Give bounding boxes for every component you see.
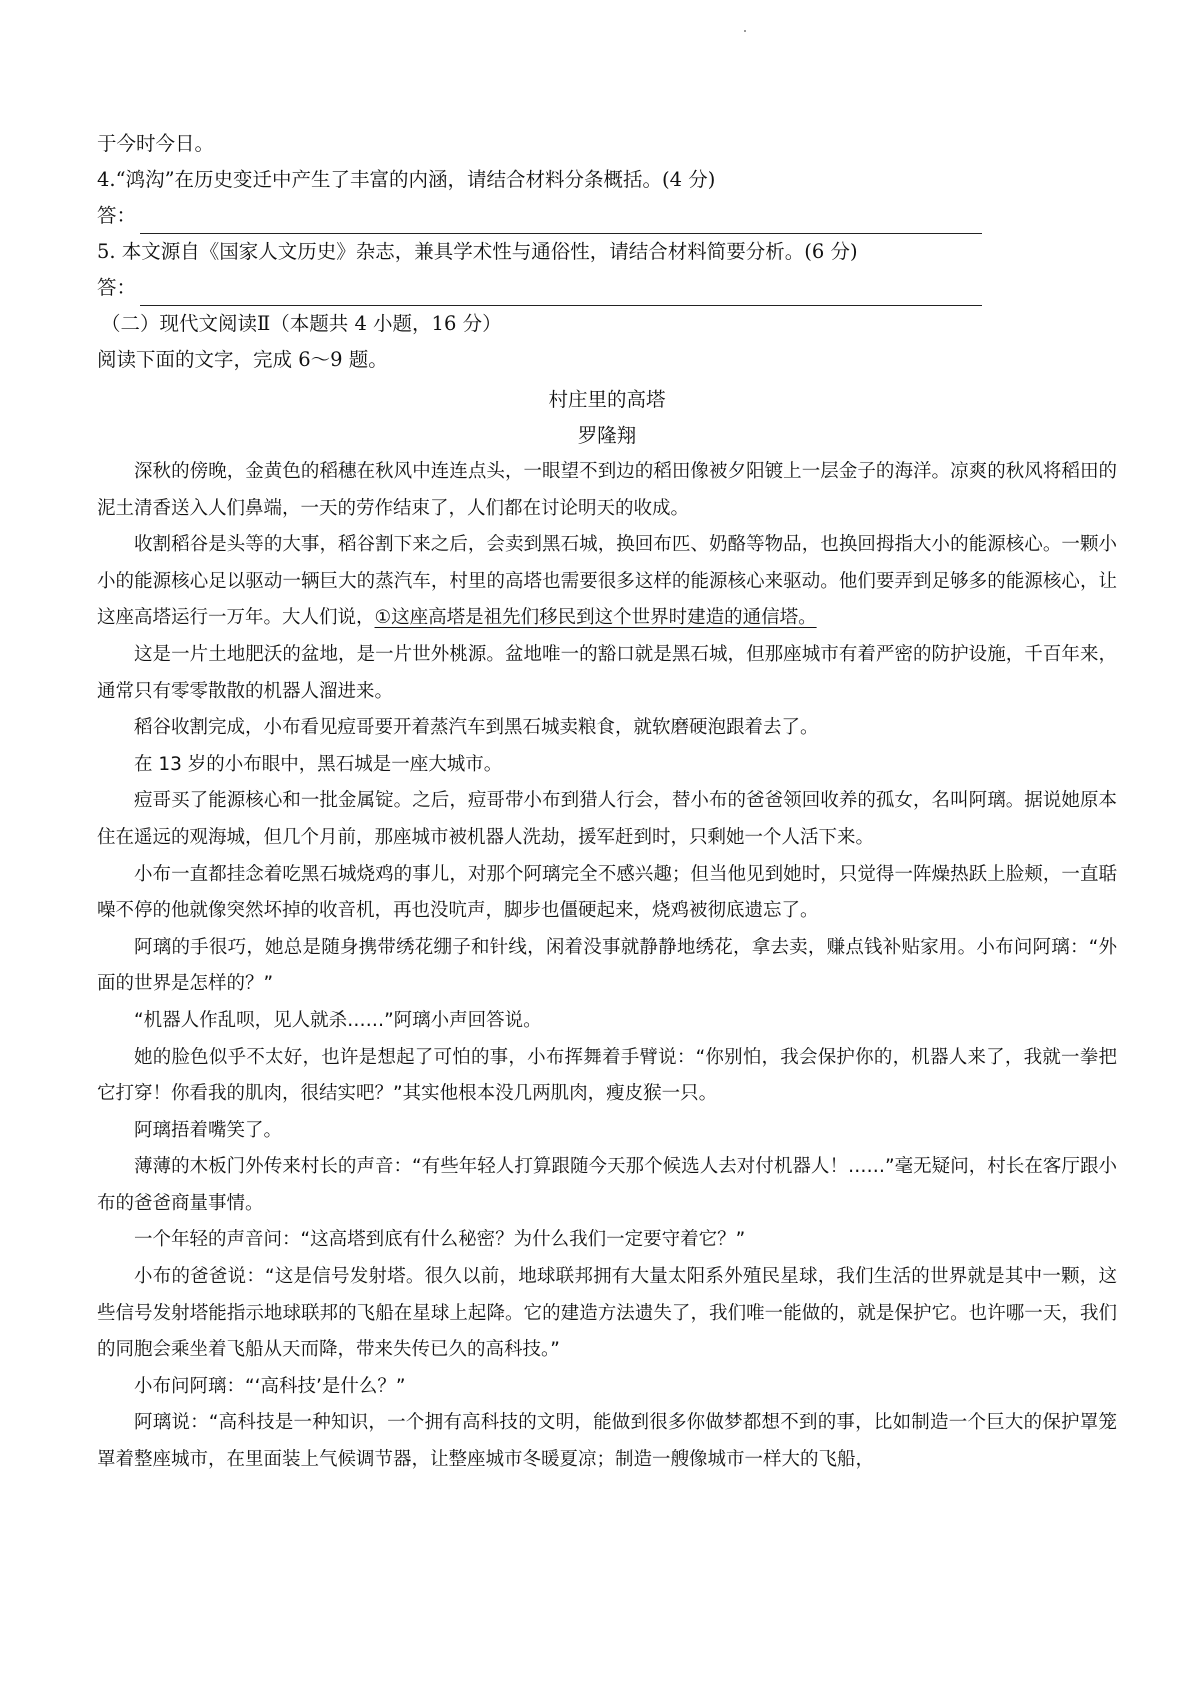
scan-speck	[744, 30, 746, 32]
paragraph-text: 稻谷收割完成，小布看见痘哥要开着蒸汽车到黑石城卖粮食，就软磨硬泡跟着去了。	[134, 717, 819, 739]
paragraph-text: 痘哥买了能源核心和一批金属锭。之后，痘哥带小布到猎人行会，替小布的爸爸领回收养的孤女，名叫阿璃。据说她原本住在遥远的观海城，但几个月前，那座城市被机器人洗劫，援军赶到时，只剩她一个人活下来。	[97, 790, 1117, 848]
paragraph-text: 阿璃说：“高科技是一种知识，一个拥有高科技的文明，能做到很多你做梦都想不到的事，比如制造一个巨大的保护罩笼罩着整座城市，在里面装上气候调节器，让整座城市冬暖夏凉；制造一艘像城市一样大的飞船，	[97, 1412, 1117, 1471]
story-paragraph	[97, 710, 1117, 747]
paragraph-text: 小布问阿璃：“‘高科技’是什么？”	[134, 1375, 406, 1397]
story-paragraph	[97, 1113, 1117, 1150]
story-paragraph	[97, 1149, 1117, 1222]
paragraph-text: 她的脸色似乎不太好，也许是想起了可怕的事，小布挥舞着手臂说：“你别怕，我会保护你的，机器人来了，我就一拳把它打穿！你看我的肌肉，很结实吧？”其实他根本没几两肌肉，瘦皮猴一只。	[97, 1046, 1117, 1105]
paragraph-text: 小布一直都挂念着吃黑石城烧鸡的事儿，对那个阿璃完全不感兴趣；但当他见到她时，只觉得一阵燥热跃上脸颊，一直聒噪不停的他就像突然坏掉的收音机，再也没吭声，脚步也僵硬起来，烧鸡被彻底遗忘了。	[97, 863, 1117, 922]
story-paragraph	[97, 747, 1117, 784]
paragraph-text: 阿璃捂着嘴笑了。	[134, 1119, 283, 1141]
answer-line-q4	[97, 198, 1117, 234]
exam-page	[97, 126, 1117, 1479]
paragraph-text: “机器人作乱呗，见人就杀……”阿璃小声回答说。	[134, 1009, 542, 1031]
answer-line-q5	[97, 270, 1117, 306]
answer-label: 答：	[97, 204, 137, 227]
paragraph-text: 一个年轻的声音问：“这高塔到底有什么秘密？为什么我们一定要守着它？”	[134, 1229, 746, 1251]
paragraph-text: 收割稻谷是头等的大事，稻谷割下来之后，会卖到黑石城，换回布匹、奶酪等物品，也换回拇指大小的能源核心。一颗小小的能源核心足以驱动一辆巨大的蒸汽车，村里的高塔也需要很多这样的能源核心来驱动。他们要弄到足够多的能源核心，让这座高塔运行一万年。大人们说，	[97, 534, 1117, 629]
previous-text-fragment: 于今时今日。	[97, 132, 215, 155]
paragraph-text: 阿璃的手很巧，她总是随身携带绣花绷子和针线，闲着没事就静静地绣花，拿去卖，赚点钱补贴家用。小布问阿璃：“外面的世界是怎样的？”	[97, 936, 1117, 995]
story-paragraph	[97, 857, 1117, 930]
paragraph-text: 这是一片土地肥沃的盆地，是一片世外桃源。盆地唯一的豁口就是黑石城，但那座城市有着严密的防护设施，千百年来，通常只有零零散散的机器人溜进来。	[97, 643, 1117, 702]
reading-instruction: 阅读下面的文字，完成 6～9 题。	[97, 348, 388, 371]
story-paragraph	[97, 1369, 1117, 1406]
section-heading: （二）现代文阅读Ⅱ（本题共 4 小题，16 分）	[101, 312, 502, 335]
answer-blank[interactable]	[140, 209, 982, 234]
paragraph-text: 在 13 岁的小布眼中，黑石城是一座大城市。	[134, 753, 503, 775]
story-title: 村庄里的高塔	[548, 388, 666, 411]
paragraph-text: 深秋的傍晚，金黄色的稻穗在秋风中连连点头，一眼望不到边的稻田像被夕阳镀上一层金子的海洋。凉爽的秋风将稻田的泥土清香送入人们鼻端，一天的劳作结束了，人们都在讨论明天的收成。	[97, 461, 1117, 519]
story-paragraph	[97, 1003, 1117, 1040]
answer-blank[interactable]	[140, 281, 982, 306]
answer-label: 答：	[97, 276, 137, 299]
paragraph-text: 小布的爸爸说：“这是信号发射塔。很久以前，地球联邦拥有大量太阳系外殖民星球，我们生活的世界就是其中一颗，这些信号发射塔能指示地球联邦的飞船在星球上起降。它的建造方法遗失了，我们唯一能做的，就是保护它。也许哪一天，我们的同胞会乘坐着飞船从天而降，带来失传已久的高科技。”	[97, 1266, 1117, 1361]
question-5: 5. 本文源自《国家人文历史》杂志，兼具学术性与通俗性，请结合材料简要分析。(6 分)	[97, 240, 858, 263]
story-author: 罗隆翔	[577, 424, 637, 447]
question-4: 4.“鸿沟”在历史变迁中产生了丰富的内涵，请结合材料分条概括。(4 分)	[97, 168, 716, 191]
story-paragraph	[97, 637, 1117, 710]
story-paragraph	[97, 930, 1117, 1003]
story-paragraph	[97, 1040, 1117, 1113]
story-paragraph	[97, 1405, 1117, 1478]
story-paragraph	[97, 1222, 1117, 1259]
story-body	[97, 454, 1117, 1479]
paragraph-text: 薄薄的木板门外传来村长的声音：“有些年轻人打算跟随今天那个候选人去对付机器人！……”毫无疑问，村长在客厅跟小布的爸爸商量事情。	[97, 1156, 1117, 1214]
underlined-sentence-1: ①这座高塔是祖先们移民到这个世界时建造的通信塔。	[374, 607, 817, 629]
story-paragraph	[97, 783, 1117, 856]
story-paragraph	[97, 1259, 1117, 1369]
story-paragraph	[97, 454, 1117, 527]
story-paragraph	[97, 527, 1117, 637]
